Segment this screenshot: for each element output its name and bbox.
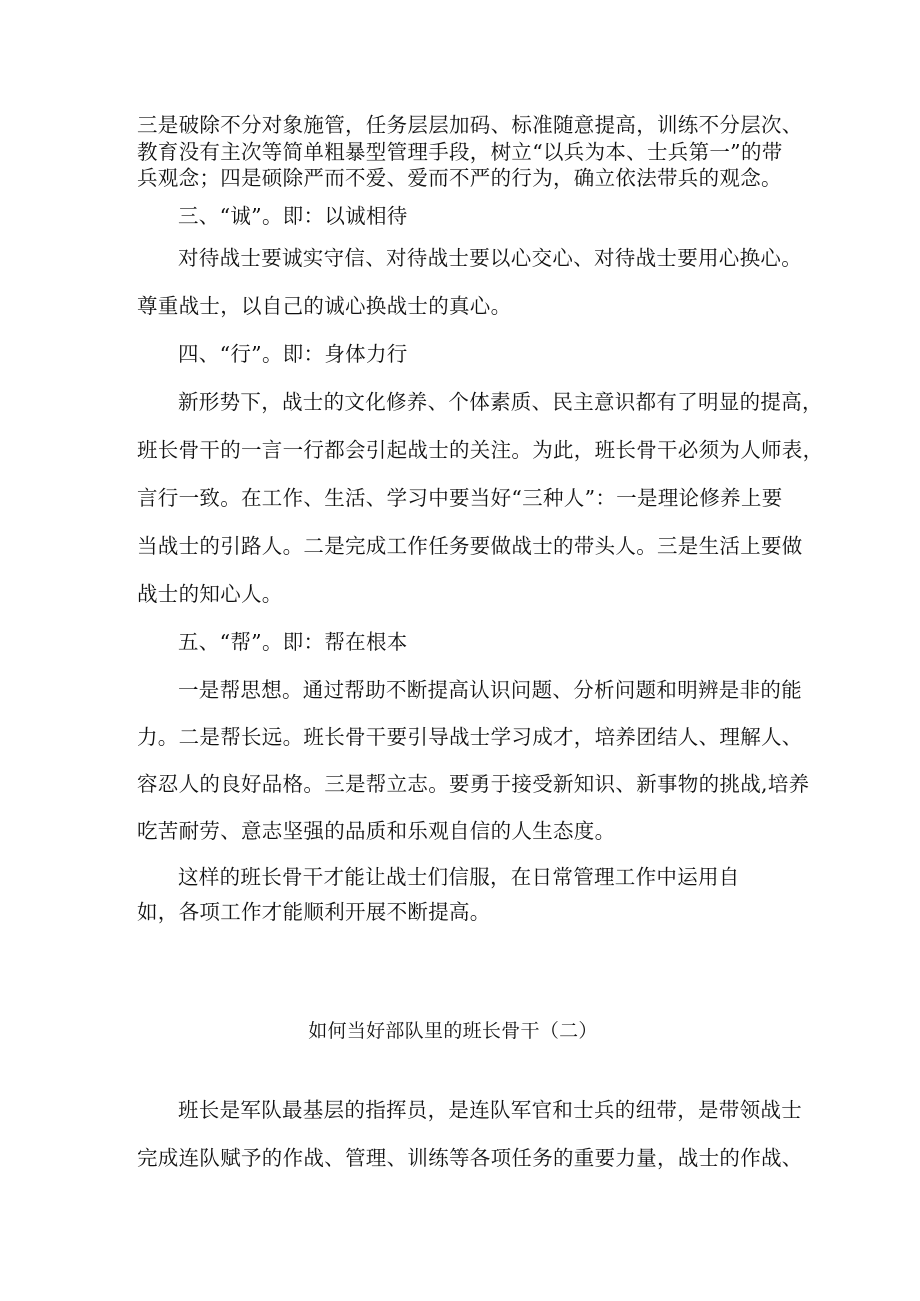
paragraph-line: 力。二是帮长远。班长骨干要引导战士学习成才，培养团结人、理解人、 bbox=[137, 725, 803, 749]
paragraph-line: 吃苦耐劳、意志坚强的品质和乐观自信的人生态度。 bbox=[137, 819, 616, 843]
paragraph-line: 容忍人的良好品格。三是帮立志。要勇于接受新知识、新事物的挑战,培养 bbox=[137, 772, 810, 796]
paragraph-line: 教育没有主次等简单粗暴型管理手段，树立“以兵为本、士兵第一”的带 bbox=[137, 140, 783, 164]
section-heading: 三、“诚”。即：以诚相待 bbox=[178, 204, 408, 228]
paragraph-line: 三是破除不分对象施管，任务层层加码、标准随意提高，训练不分层次、 bbox=[137, 113, 803, 137]
paragraph-line: 尊重战士，以自己的诚心换战士的真心。 bbox=[137, 294, 512, 318]
paragraph-line: 新形势下，战士的文化修养、个体素质、民主意识都有了明显的提高， bbox=[178, 390, 823, 414]
section-heading: 四、“行”。即：身体力行 bbox=[178, 342, 408, 366]
paragraph-line: 一是帮思想。通过帮助不断提高认识问题、分析问题和明辨是非的能 bbox=[178, 678, 802, 702]
paragraph-line: 当战士的引路人。二是完成工作任务要做战士的带头人。三是生活上要做 bbox=[137, 534, 803, 558]
paragraph-line: 对待战士要诚实守信、对待战士要以心交心、对待战士要用心换心。 bbox=[178, 246, 802, 270]
paragraph-line: 如，各项工作才能顺利开展不断提高。 bbox=[137, 900, 491, 924]
paragraph-line: 班长骨干的一言一行都会引起战士的关注。为此，班长骨干必须为人师表， bbox=[137, 438, 824, 462]
paragraph-line: 战士的知心人。 bbox=[137, 582, 283, 606]
paragraph-line: 完成连队赋予的作战、管理、训练等各项任务的重要力量，战士的作战、 bbox=[137, 1146, 803, 1170]
paragraph-line: 这样的班长骨干才能让战士们信服，在日常管理工作中运用自 bbox=[178, 865, 740, 889]
paragraph-line: 班长是军队最基层的指挥员，是连队军官和士兵的纽带，是带领战士 bbox=[178, 1098, 802, 1122]
section-title: 如何当好部队里的班长骨干（二） bbox=[308, 1020, 598, 1042]
section-heading: 五、“帮”。即：帮在根本 bbox=[178, 630, 408, 654]
paragraph-line: 言行一致。在工作、生活、学习中要当好“三种人”：一是理论修养上要 bbox=[137, 486, 783, 510]
paragraph-line: 兵观念；四是硕除严而不爱、爱而不严的行为，确立依法带兵的观念。 bbox=[137, 166, 782, 190]
